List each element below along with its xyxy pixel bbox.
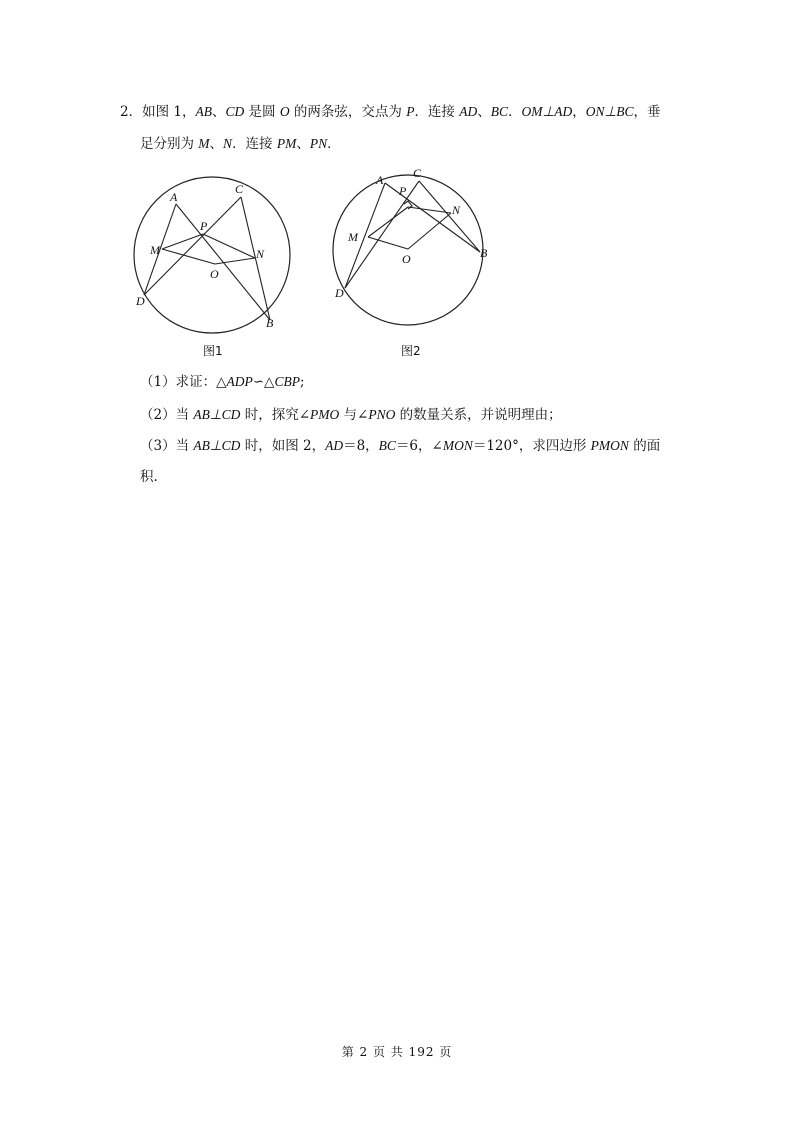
math-AD: AD	[325, 438, 344, 453]
math-BC: BC	[490, 104, 508, 119]
figure-1	[130, 172, 305, 367]
text: 、	[477, 104, 491, 120]
fig1-caption: 图1	[203, 344, 223, 358]
math-MON: MON	[442, 438, 473, 453]
text: 与∠	[339, 407, 369, 423]
math-ON-perp-BC: ON⊥BC	[585, 104, 634, 119]
fig1-label-O: O	[210, 267, 219, 281]
text: ＝120°，求四边形	[472, 438, 591, 454]
question-3-continued	[140, 467, 158, 487]
fig2-segment-MO	[368, 237, 408, 249]
question-2	[140, 405, 562, 425]
math-CD: CD	[225, 104, 245, 119]
fig1-segment-MO	[162, 249, 215, 264]
text: 时，如图 2，	[240, 438, 326, 454]
math-PMON: PMON	[590, 438, 629, 453]
fig1-label-B: B	[266, 316, 274, 330]
text: ∽△	[252, 374, 275, 390]
fig2-caption: 图2	[401, 344, 421, 358]
text: ;	[299, 374, 305, 390]
text: （3）当	[140, 438, 194, 454]
fig2-label-O: O	[402, 252, 411, 266]
text: 、	[211, 104, 226, 120]
math-N: N	[223, 136, 233, 151]
math-CBP: CBP	[274, 374, 300, 389]
fig1-label-C: C	[235, 182, 244, 196]
fig1-chord-AD	[144, 204, 176, 295]
text: 是圆	[244, 104, 280, 120]
fig2-label-P: P	[399, 184, 407, 198]
fig2-segment-ON	[408, 213, 451, 249]
figure-2	[326, 160, 502, 360]
math-PN: PN	[309, 136, 328, 151]
text: 的面	[628, 438, 661, 454]
fig2-label-N: N	[452, 203, 461, 217]
fig1-label-A: A	[170, 190, 178, 204]
problem-intro-line-2	[140, 134, 341, 154]
math-OM-perp-AD: OM⊥AD	[521, 104, 573, 119]
text: ＝8，	[343, 438, 379, 454]
text: ＝6，∠	[395, 438, 443, 454]
fig2-chord-CB	[419, 181, 480, 252]
fig1-label-N: N	[256, 247, 265, 261]
fig1-segment-PN	[203, 234, 255, 258]
problem-intro-line-1	[120, 102, 661, 122]
fig1-label-D: D	[136, 294, 145, 308]
text: ，	[572, 104, 586, 120]
fig2-label-B: B	[480, 246, 488, 260]
page-footer: 第 2 页 共 192 页	[341, 1045, 453, 1059]
fig2-label-A: A	[376, 173, 384, 187]
text: ．	[508, 104, 522, 120]
text: （2）当	[140, 407, 194, 423]
text: 、	[296, 136, 310, 152]
problem-number: 2．	[120, 104, 143, 120]
fig2-label-D: D	[335, 286, 344, 300]
text: 、	[209, 136, 224, 152]
math-BC: BC	[378, 438, 396, 453]
text: 的数量关系，并说明理由；	[395, 407, 562, 423]
fig2-label-M: M	[348, 230, 358, 244]
text: ．连接	[232, 136, 277, 152]
text: 时，探究∠	[240, 407, 311, 423]
question-1	[140, 372, 305, 392]
math-ADP: ADP	[226, 374, 253, 389]
fig1-label-P: P	[200, 219, 208, 233]
math-O: O	[279, 104, 290, 119]
math-M: M	[198, 136, 210, 151]
question-3	[140, 436, 660, 456]
math-AD: AD	[459, 104, 478, 119]
math-P: P	[406, 104, 415, 119]
text: ．	[327, 136, 341, 152]
text: （1）求证：△	[140, 374, 227, 390]
math-PMO: PMO	[310, 407, 340, 422]
math-AB-perp-CD: AB⊥CD	[193, 407, 241, 422]
text: 如图 1，	[142, 104, 196, 120]
text: 积.	[140, 469, 158, 485]
fig1-label-M: M	[150, 243, 160, 257]
text: 足分别为	[140, 136, 199, 152]
math-PNO: PNO	[368, 407, 396, 422]
math-AB-perp-CD: AB⊥CD	[193, 438, 241, 453]
math-AB: AB	[195, 104, 212, 119]
text: ，垂	[633, 104, 661, 120]
text: 的两条弦，交点为	[289, 104, 407, 120]
fig2-label-C: C	[413, 166, 422, 180]
text: ．连接	[414, 104, 460, 120]
math-PM: PM	[276, 136, 297, 151]
